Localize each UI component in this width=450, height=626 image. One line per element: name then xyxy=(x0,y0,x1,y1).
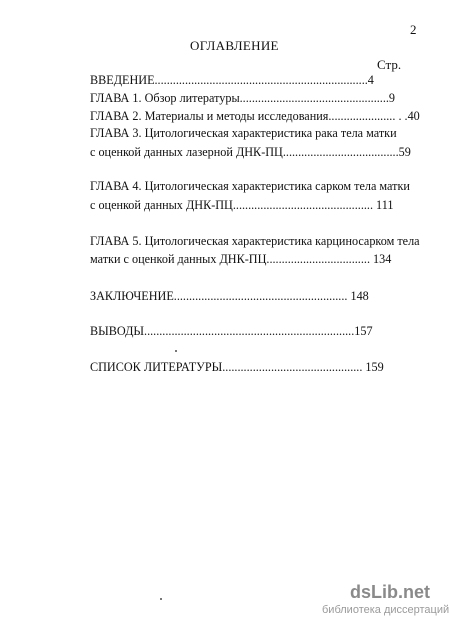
toc-heading: ОГЛАВЛЕНИЕ xyxy=(190,38,279,53)
toc-entry-chapter-2: ГЛАВА 2. Материалы и методы исследования...................... . .40 xyxy=(90,109,420,123)
toc-entry-introduction: ВВЕДЕНИЕ......................................................................4 xyxy=(90,73,374,87)
toc-entry-conclusion: ЗАКЛЮЧЕНИЕ......................................................... 148 xyxy=(90,289,369,303)
scan-speck xyxy=(160,598,162,600)
toc-entry-chapter-1: ГЛАВА 1. Обзор литературы.................................................9 xyxy=(90,91,396,105)
toc-entry-chapter-4-line-1: ГЛАВА 4. Цитологическая характеристика сарком тела матки xyxy=(90,179,410,193)
watermark-domain: dsLib.net xyxy=(350,582,430,602)
watermark-logo xyxy=(322,582,450,616)
toc-entry-chapter-3-line-1: ГЛАВА 3. Цитологическая характеристика рака тела матки xyxy=(90,126,397,140)
page-number: 2 xyxy=(410,22,417,37)
toc-entry-references: СПИСОК ЛИТЕРАТУРЫ.............................................. 159 xyxy=(90,360,384,374)
toc-entry-chapter-5-line-1: ГЛАВА 5. Цитологическая характеристика карциносарком тела xyxy=(90,234,420,248)
scan-speck xyxy=(175,350,177,352)
page-column-label: Стр. xyxy=(377,57,402,72)
toc-entry-findings: ВЫВОДЫ.....................................................................157 xyxy=(90,324,373,338)
toc-entry-chapter-3-line-2: с оценкой данных лазерной ДНК-ПЦ......................................59 xyxy=(90,145,411,159)
toc-entry-chapter-4-line-2: с оценкой данных ДНК-ПЦ.............................................. 111 xyxy=(90,198,394,212)
toc-entry-chapter-5-line-2: матки с оценкой данных ДНК-ПЦ.................................. 134 xyxy=(90,252,392,266)
watermark-tagline: библиотека диссертаций xyxy=(322,604,450,616)
